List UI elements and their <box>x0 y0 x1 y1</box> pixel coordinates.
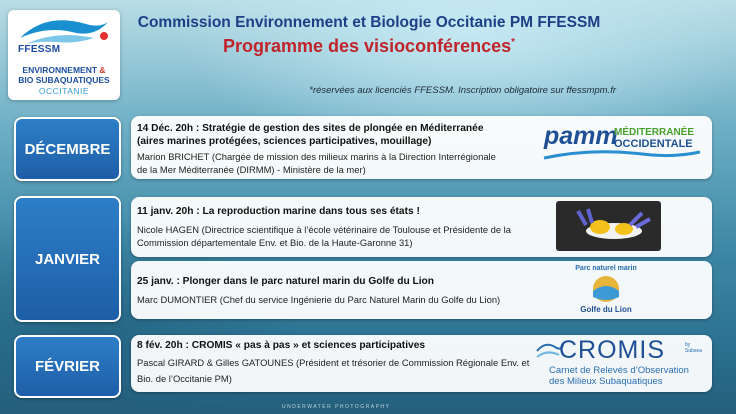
parc-logo-bottom: Golfe du Lion <box>580 305 632 314</box>
month-february: FÉVRIER <box>14 335 121 398</box>
logo-line-occitanie: OCCITANIE <box>38 86 90 96</box>
pamm-logo-top: MÉDITERRANÉE <box>614 127 695 138</box>
parc-marin-logo <box>566 265 646 317</box>
event-title: 25 janv. : Plonger dans le parc naturel marin du Golfe du Lion <box>137 276 434 287</box>
registration-note: *réservées aux licenciés FFESSM. Inscription obligatoire sur ffessmpm.fr <box>309 85 616 96</box>
event-title: 11 janv. 20h : La reproduction marine dans tous ses états ! <box>137 206 420 217</box>
cromis-logo-line2: des Milieux Subaquatiques <box>549 376 663 387</box>
event-title: 14 Déc. 20h : Stratégie de gestion des sites de plongée en Méditerranée <box>137 123 484 134</box>
cromis-logo-text: CROMIS <box>559 336 665 364</box>
event-speaker: Pascal GIRARD & Gilles GATOUNES (Président et trésorier de Commission Régionale Env. et <box>137 357 530 368</box>
event-card-january-2 <box>131 261 712 319</box>
ffessm-logo <box>8 10 120 100</box>
watermark: UNDERWATER PHOTOGRAPHY <box>282 404 391 410</box>
cromis-logo-tag: by Subsea <box>685 342 702 354</box>
parc-logo-emblem-icon <box>586 275 626 303</box>
event-speaker: Nicole HAGEN (Directrice scientifique à l’école vétérinaire de Toulouse et Présidente de la <box>137 224 511 235</box>
event-speaker-cont: Commission départementale Env. et Bio. de la Haute-Garonne 31) <box>137 237 413 248</box>
page-title: Commission Environnement et Biologie Occitanie PM FFESSM <box>137 14 601 31</box>
pamm-logo-bottom: OCCIDENTALE <box>614 138 693 150</box>
pamm-logo <box>542 124 702 164</box>
event-card-february <box>131 335 712 392</box>
event-title: 8 fév. 20h : CROMIS « pas à pas » et sciences participatives <box>137 340 426 351</box>
logo-line-bio: BIO SUBAQUATIQUES <box>18 75 110 85</box>
pamm-logo-text: pamm <box>544 122 618 150</box>
logo-brand: FFESSM <box>18 44 61 55</box>
cromis-logo <box>535 336 705 390</box>
event-speaker: Marion BRICHET (Chargée de mission des milieux marins à la Direction Interrégionale <box>137 151 496 162</box>
event-speaker-cont: Bio. de l’Occitanie PM) <box>137 373 232 384</box>
parc-logo-arc: Parc naturel marin <box>575 265 637 272</box>
event-card-december <box>131 116 712 179</box>
event-speaker: Marc DUMONTIER (Chef du service Ingénierie du Parc Naturel Marin du Golfe du Lion) <box>137 294 501 305</box>
page-subtitle: Programme des visioconférences* <box>222 36 516 56</box>
event-speaker-cont: de la Mer Méditerranée (DIRMM) - Ministère de la mer) <box>137 164 366 175</box>
month-january: JANVIER <box>14 196 121 322</box>
cromis-logo-line1: Carnet de Relevés d’Observation <box>549 365 689 376</box>
month-december: DÉCEMBRE <box>14 117 121 181</box>
nudibranch-photo-icon <box>556 201 661 251</box>
event-card-january-1 <box>131 197 712 257</box>
event-title-cont: (aires marines protégées, sciences participatives, mouillage) <box>137 136 432 147</box>
logo-line-environnement: ENVIRONNEMENT & <box>22 65 106 75</box>
